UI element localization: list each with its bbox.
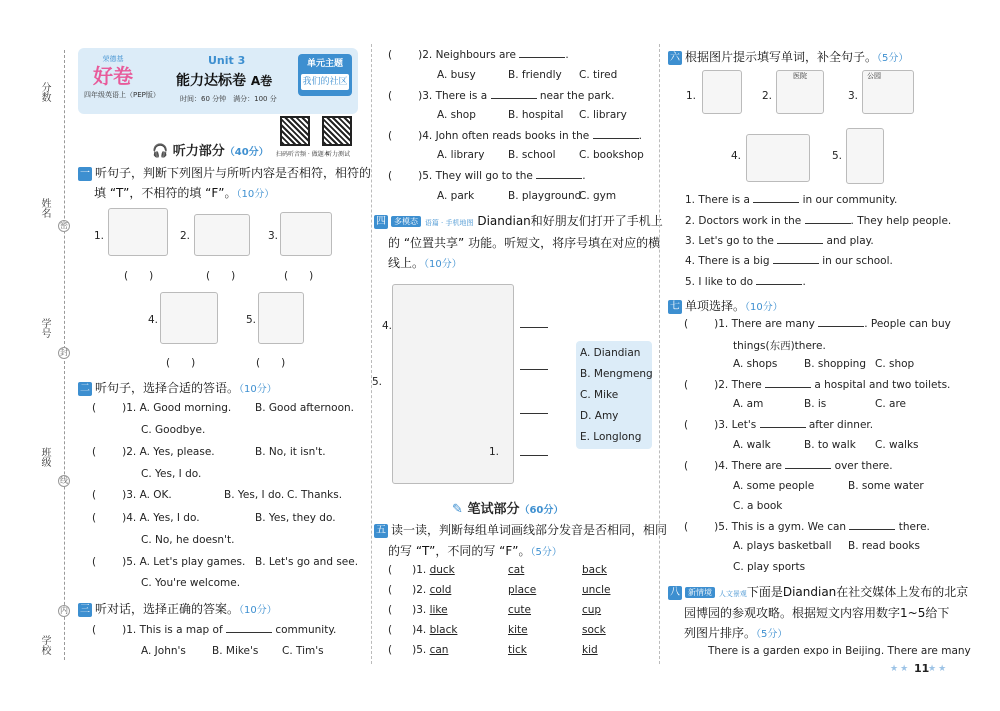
option-b: B. friendly	[508, 69, 562, 81]
option-c: C. a book	[733, 500, 783, 512]
name-option: E. Longlong	[580, 431, 642, 443]
answer-paren[interactable]: ( )	[256, 357, 286, 369]
map-label: 5.	[372, 376, 383, 388]
map-blank[interactable]	[520, 446, 548, 459]
section-5-heading: 五 读一读，判断每组单词画线部分发音是否相同，相同	[376, 523, 668, 537]
section-7-heading: 七 单项选择。（10分）	[670, 299, 783, 313]
word: sock	[582, 624, 606, 636]
option-a: A. walk	[733, 439, 771, 451]
option-b: B. school	[508, 149, 556, 161]
option-c: C. No, he doesn't.	[141, 534, 235, 546]
section-4-heading: 四 多模态 语篇 · 手机地图 Diandian和好朋友们打开了手机上	[376, 214, 663, 228]
word: cute	[508, 604, 532, 616]
margin-seal: 封	[60, 348, 68, 357]
picture-label: 1.	[686, 90, 697, 102]
s5-row-5: ( )5. can	[388, 644, 449, 656]
word: cat	[508, 564, 525, 576]
option-c: C. bookshop	[579, 149, 644, 161]
name-option: D. Amy	[580, 410, 619, 422]
picture-label: 2.	[180, 230, 191, 242]
option-c: C. walks	[875, 439, 919, 451]
s5-row-3: ( )3. like	[388, 604, 448, 616]
park-caption: 公园	[867, 72, 881, 80]
pencil-icon: ✎	[452, 502, 463, 517]
section-3-heading: 三 听对话，选择正确的答案。（10分）	[80, 602, 277, 616]
listening-section-title: 🎧 听力部分（40分）	[152, 144, 269, 159]
option-a: A. library	[437, 149, 485, 161]
logo-brand: 荣德基	[102, 55, 124, 63]
shop-image	[280, 212, 332, 256]
option-a: A. shop	[437, 109, 476, 121]
page-number: 11	[914, 662, 930, 675]
answer-paren[interactable]: ( )	[124, 270, 154, 282]
map-label: 4.	[382, 320, 393, 332]
boy-with-ball-image	[258, 292, 304, 344]
header-banner	[78, 48, 358, 114]
brand-logo	[84, 54, 160, 100]
multimodal-tag: 多模态	[391, 216, 421, 227]
word: back	[582, 564, 607, 576]
s3-question-2: ( )2. Neighbours are .	[388, 49, 569, 61]
headphone-icon: 🎧	[152, 144, 169, 159]
column-divider	[371, 44, 372, 664]
option-b: B. Yes, I do.	[224, 489, 285, 501]
s5-row-1: ( )1. duck	[388, 564, 455, 576]
unit-label: Unit 3	[208, 54, 246, 67]
hospital-caption: 医院	[793, 72, 807, 80]
margin-label-school: 学校	[39, 635, 50, 655]
option-a: A. shops	[733, 358, 778, 370]
margin-seal: 密	[60, 221, 68, 230]
park-gate-image	[862, 70, 914, 114]
option-a: A. some people	[733, 480, 815, 492]
name-option: C. Mike	[580, 389, 619, 401]
margin-label-name: 姓名	[39, 198, 50, 218]
option-c: C. Yes, I do.	[141, 468, 202, 480]
picture-label: 4.	[731, 150, 742, 162]
s6-sentence-2: 2. Doctors work in the . They help people.	[685, 215, 952, 227]
footer-decoration: ★★	[890, 664, 911, 674]
s5-row-2: ( )2. cold	[388, 584, 452, 596]
option-c: C. library	[579, 109, 627, 121]
qr-code-audio[interactable]	[280, 116, 310, 146]
qr-code-test[interactable]	[322, 116, 352, 146]
option-a: A. plays basketball	[733, 540, 832, 552]
margin-seal: 线	[60, 476, 68, 485]
option-c: C. tired	[579, 69, 618, 81]
s6-sentence-4: 4. There is a big in our school.	[685, 255, 893, 267]
s7-question-3: ( )3. Let's after dinner.	[684, 419, 874, 431]
s2-question-4: ( )4. A. Yes, I do.	[92, 512, 200, 524]
option-c: C. shop	[875, 358, 915, 370]
word: cup	[582, 604, 602, 616]
title-suffix: A卷	[250, 74, 273, 88]
option-b: B. is	[804, 398, 827, 410]
section-4-heading-cont: 线上。（10分）	[388, 256, 462, 270]
margin-label-class: 班级	[39, 447, 50, 467]
option-a: A. park	[437, 190, 475, 202]
picture-label: 2.	[762, 90, 773, 102]
binding-margin	[0, 0, 72, 711]
answer-paren[interactable]: ( )	[284, 270, 314, 282]
section-6-heading: 六 根据图片提示填写单词，补全句子。（5分）	[670, 50, 909, 64]
s6-sentence-5: 5. I like to do .	[685, 276, 806, 288]
option-a: A. John's	[141, 645, 186, 657]
bus-stop-image	[194, 214, 250, 256]
picture-label: 4.	[148, 314, 159, 326]
margin-label-number: 学号	[39, 318, 50, 338]
picture-label: 1.	[94, 230, 105, 242]
answer-paren[interactable]: ( )	[166, 357, 196, 369]
option-b: B. playground	[508, 190, 582, 202]
option-b: B. shopping	[804, 358, 866, 370]
option-c: C. Goodbye.	[141, 424, 206, 436]
word: kite	[508, 624, 528, 636]
toilet-sign-image	[702, 70, 742, 114]
s7-question-4: ( )4. There are over there.	[684, 460, 893, 472]
new-context-tag: 新情境	[685, 587, 715, 598]
option-c: C. You're welcome.	[141, 577, 241, 589]
s5-row-4: ( )4. black	[388, 624, 458, 636]
name-option: A. Diandian	[580, 347, 641, 359]
s3-question-1: ( )1. This is a map of community.	[92, 624, 337, 636]
qr-caption: 扫码听音频 · 做题本	[276, 151, 330, 158]
option-c: C. are	[875, 398, 906, 410]
s6-sentence-3: 3. Let's go to the and play.	[685, 235, 874, 247]
section-8-heading-cont: 园博园的参观攻略。根据短文内容用数字1~5给下	[684, 606, 950, 620]
section-2-heading: 二 听句子，选择合适的答语。（10分）	[80, 381, 277, 395]
word: uncle	[582, 584, 611, 596]
theme-label: 单元主题	[306, 59, 343, 69]
theme-value: 我们的社区	[301, 74, 349, 90]
title-text: 能力达标卷	[176, 73, 246, 89]
picture-label: 3.	[848, 90, 859, 102]
kids-playing-image	[108, 208, 168, 256]
word: kid	[582, 644, 598, 656]
margin-seal: 内	[60, 606, 68, 615]
qr-caption: 听力测试	[326, 151, 351, 158]
hospital-image	[776, 70, 824, 114]
option-c: C. play sports	[733, 561, 806, 573]
exam-meta: 时间：60 分钟 满分：100 分	[180, 95, 277, 103]
s7-q1-cont: things(东西)there.	[733, 340, 826, 352]
s3-question-3: ( )3. There is a near the park.	[388, 90, 615, 102]
logo-text: 好卷	[93, 64, 133, 88]
option-c: C. Tim's	[282, 645, 324, 657]
option-a: A. am	[733, 398, 764, 410]
s6-sentence-1: 1. There is a in our community.	[685, 194, 898, 206]
s3-question-4: ( )4. John often reads books in the .	[388, 130, 642, 142]
name-option: B. Mengmeng	[580, 368, 653, 380]
grade-label: 四年级英语上（PEP版）	[84, 91, 160, 99]
section-1-heading: 一 听句子，判断下列图片与所听内容是否相符，相符的	[80, 166, 372, 180]
s2-question-5: ( )5. A. Let's play games.	[92, 556, 246, 568]
section-8-heading: 八 新情境 人文景观下面是Diandian在社交媒体上发布的北京	[670, 585, 969, 599]
option-b: B. Good afternoon.	[255, 402, 355, 414]
picture-label: 3.	[268, 230, 279, 242]
section-1-heading-cont: 填 “T”，不相符的填 “F”。（10分）	[94, 186, 275, 200]
option-b: B. hospital	[508, 109, 564, 121]
s2-question-2: ( )2. A. Yes, please.	[92, 446, 215, 458]
option-b: B. Let's go and see.	[255, 556, 359, 568]
map-label: 1.	[489, 446, 500, 458]
option-c: C. gym	[579, 190, 617, 202]
option-b: B. to walk	[804, 439, 856, 451]
section-4-heading-cont: 的 “位置共享” 功能。听短文，将序号填在对应的横	[388, 236, 661, 250]
picture-label: 5.	[246, 314, 257, 326]
section-8-heading-cont: 列图片排序。（5分）	[684, 626, 788, 640]
page-title	[176, 70, 272, 90]
margin-label-score: 分数	[39, 82, 50, 102]
option-b: B. No, it isn't.	[255, 446, 326, 458]
column-divider	[659, 44, 660, 664]
s7-question-1: ( )1. There are many . People can buy	[684, 318, 951, 330]
word: tick	[508, 644, 527, 656]
option-b: B. some water	[848, 480, 924, 492]
map-blank[interactable]	[520, 404, 548, 417]
section-5-heading-cont: 的写 “T”，不同的写 “F”。（5分）	[388, 544, 562, 558]
playground-image	[746, 134, 810, 182]
girl-exercising-image	[846, 128, 884, 184]
option-b: B. read books	[848, 540, 920, 552]
word: place	[508, 584, 537, 596]
passage-text: There is a garden expo in Beijing. There are many	[708, 645, 971, 657]
name-options-box	[576, 341, 652, 449]
s3-question-5: ( )5. They will go to the .	[388, 170, 586, 182]
family-walking-image	[160, 292, 218, 344]
option-b: B. Mike's	[212, 645, 259, 657]
s2-question-3: ( )3. A. OK.	[92, 489, 172, 501]
map-blank[interactable]	[520, 360, 548, 373]
map-blank[interactable]	[520, 318, 548, 331]
option-c: C. Thanks.	[287, 489, 343, 501]
unit-theme-box	[298, 54, 352, 96]
answer-paren[interactable]: ( )	[206, 270, 236, 282]
s2-question-1: ( )1. A. Good morning.	[92, 402, 232, 414]
s7-question-5: ( )5. This is a gym. We can there.	[684, 521, 930, 533]
footer-decoration: ★★	[928, 664, 949, 674]
option-b: B. Yes, they do.	[255, 512, 336, 524]
picture-label: 5.	[832, 150, 843, 162]
option-a: A. busy	[437, 69, 476, 81]
writing-section-title: ✎ 笔试部分（60分）	[452, 502, 564, 517]
s7-question-2: ( )2. There a hospital and two toilets.	[684, 379, 951, 391]
